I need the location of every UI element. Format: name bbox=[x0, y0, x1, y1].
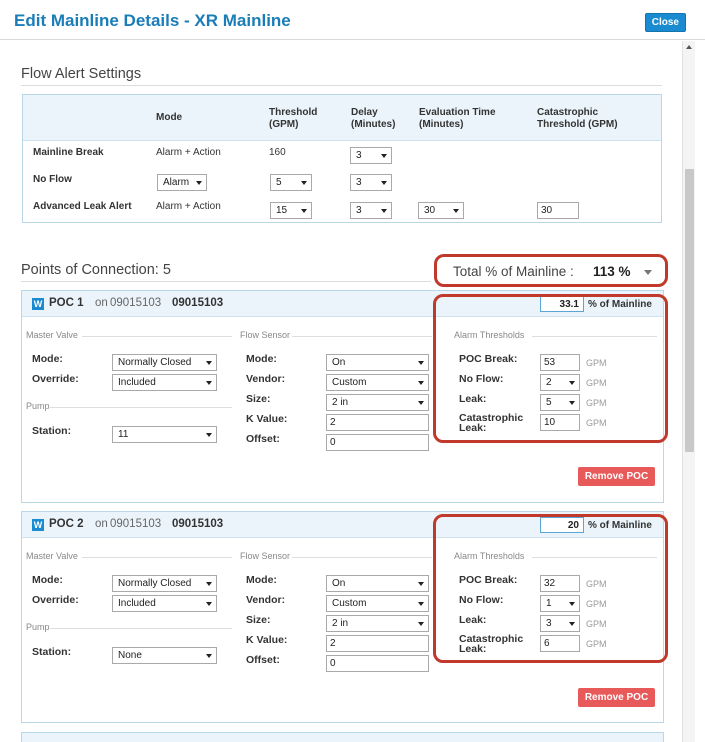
poc-2-catastrophic-unit: GPM bbox=[586, 639, 607, 649]
poc-2-controller-name: 09015103 bbox=[172, 518, 224, 530]
chevron-down-icon bbox=[418, 381, 424, 385]
poc-1-kvalue-label: K Value: bbox=[246, 413, 288, 425]
poc-1-cat-line1: Catastrophic bbox=[459, 412, 524, 424]
mainline-break-threshold: 160 bbox=[269, 147, 286, 158]
poc-1-kvalue-input[interactable]: 2 bbox=[326, 414, 429, 431]
poc-2-on-label: on bbox=[95, 518, 108, 530]
dialog-titlebar bbox=[0, 0, 705, 40]
advanced-leak-eval-value: 30 bbox=[424, 205, 436, 216]
poc-1-controller-id: 09015103 bbox=[110, 297, 162, 309]
no-flow-threshold-select[interactable] bbox=[270, 174, 312, 191]
advanced-leak-delay-select[interactable] bbox=[350, 202, 392, 219]
poc-1-vendor-value: Custom bbox=[332, 377, 367, 388]
poc-1-station-select[interactable] bbox=[112, 426, 217, 443]
poc-1-leak-value: 5 bbox=[546, 397, 552, 408]
col-threshold-line1: Threshold bbox=[269, 107, 318, 118]
poc-2-alarm-group: Alarm Thresholds bbox=[454, 551, 525, 561]
poc-2-mv-mode-label: Mode: bbox=[32, 574, 63, 586]
poc-1-size-select[interactable] bbox=[326, 394, 429, 411]
no-flow-threshold-value: 5 bbox=[276, 177, 282, 188]
poc-2-offset-label: Offset: bbox=[246, 654, 280, 666]
poc-2-poc-break-unit: GPM bbox=[586, 579, 607, 589]
poc-2-poc-break-input[interactable]: 32 bbox=[540, 575, 580, 592]
poc-2-override-label: Override: bbox=[32, 594, 79, 606]
poc-1-cat-line2: Leak: bbox=[459, 422, 487, 434]
poc-1-offset-label: Offset: bbox=[246, 433, 280, 445]
poc-2-override-select[interactable] bbox=[112, 595, 217, 612]
scroll-up-arrow-icon[interactable] bbox=[686, 45, 692, 49]
poc-1-poc-break-input[interactable]: 53 bbox=[540, 354, 580, 371]
close-button[interactable]: Close bbox=[645, 13, 686, 32]
row-label-advanced-leak: Advanced Leak Alert bbox=[33, 201, 132, 212]
poc-1-mv-mode-value: Normally Closed bbox=[118, 357, 192, 368]
poc-2-cat-line2: Leak: bbox=[459, 643, 487, 655]
col-delay bbox=[351, 107, 395, 131]
col-eval-line2: (Minutes) bbox=[419, 119, 464, 130]
poc-1-vendor-label: Vendor: bbox=[246, 373, 286, 385]
divider bbox=[292, 336, 432, 337]
vertical-scrollbar[interactable] bbox=[682, 41, 695, 742]
scrollbar-thumb[interactable] bbox=[685, 169, 694, 452]
divider bbox=[82, 557, 232, 558]
dialog-title: Edit Mainline Details - XR Mainline bbox=[14, 11, 291, 30]
poc-1-no-flow-unit: GPM bbox=[586, 378, 607, 388]
flow-alert-heading: Flow Alert Settings bbox=[21, 66, 142, 82]
poc-2-name: POC 2 bbox=[49, 518, 84, 530]
chevron-down-icon bbox=[418, 401, 424, 405]
chevron-down-icon bbox=[206, 433, 212, 437]
poc-1-flow-sensor-group: Flow Sensor bbox=[240, 330, 291, 340]
poc-1-mv-mode-select[interactable] bbox=[112, 354, 217, 371]
mainline-break-delay-select[interactable] bbox=[350, 147, 392, 164]
chevron-down-icon bbox=[453, 209, 459, 213]
col-cat-line2: Threshold (GPM) bbox=[537, 119, 618, 130]
poc-1-station-value: 11 bbox=[118, 429, 129, 440]
no-flow-mode-select[interactable] bbox=[157, 174, 207, 191]
poc-2-no-flow-label: No Flow: bbox=[459, 594, 504, 606]
poc-1-alarm-group: Alarm Thresholds bbox=[454, 330, 525, 340]
poc-1-size-value: 2 in bbox=[332, 397, 349, 408]
poc-1-controller-name: 09015103 bbox=[172, 297, 224, 309]
poc-2-kvalue-label: K Value: bbox=[246, 634, 288, 646]
poc-panel-3-edge bbox=[21, 732, 664, 742]
col-delay-line1: Delay bbox=[351, 107, 378, 118]
flow-alert-table bbox=[22, 94, 662, 223]
row-label-no-flow: No Flow bbox=[33, 174, 72, 185]
poc-1-fs-mode-label: Mode: bbox=[246, 353, 277, 365]
chevron-down-icon bbox=[418, 622, 424, 626]
poc-2-pct-input[interactable]: 20 bbox=[540, 517, 584, 533]
poc-1-override-select[interactable] bbox=[112, 374, 217, 391]
highlight-poc-1-alarms bbox=[433, 294, 668, 443]
poc-2-flow-sensor-group: Flow Sensor bbox=[240, 551, 291, 561]
poc-1-master-valve-group: Master Valve bbox=[26, 330, 78, 340]
poc-2-master-valve-group: Master Valve bbox=[26, 551, 78, 561]
poc-2-no-flow-value: 1 bbox=[546, 598, 552, 609]
total-pct-value: 113 % bbox=[593, 264, 631, 279]
poc-1-vendor-select[interactable] bbox=[326, 374, 429, 391]
chevron-down-icon bbox=[206, 582, 212, 586]
poc-2-station-value: None bbox=[118, 650, 142, 661]
advanced-leak-eval-select[interactable] bbox=[418, 202, 464, 219]
col-eval-line1: Evaluation Time bbox=[419, 107, 496, 118]
poc-1-poc-break-unit: GPM bbox=[586, 358, 607, 368]
water-badge-icon: W bbox=[33, 520, 43, 530]
poc-2-catastrophic-input[interactable]: 6 bbox=[540, 635, 580, 652]
col-cat-line1: Catastrophic bbox=[537, 107, 599, 118]
poc-1-catastrophic-unit: GPM bbox=[586, 418, 607, 428]
advanced-leak-threshold-value: 15 bbox=[276, 205, 288, 216]
chevron-down-icon bbox=[381, 209, 387, 213]
chevron-down-icon bbox=[418, 361, 424, 365]
poc-heading: Points of Connection: 5 bbox=[21, 262, 171, 278]
col-mode: Mode bbox=[156, 112, 183, 123]
poc-divider bbox=[21, 281, 431, 282]
poc-1-pct-label: % of Mainline bbox=[588, 299, 652, 310]
poc-2-remove-button[interactable]: Remove POC bbox=[578, 688, 655, 707]
col-delay-line2: (Minutes) bbox=[351, 119, 396, 130]
col-threshold-line2: (GPM) bbox=[269, 119, 299, 130]
divider bbox=[292, 557, 432, 558]
poc-2-offset-input[interactable]: 0 bbox=[326, 655, 429, 672]
no-flow-delay-value: 3 bbox=[356, 177, 362, 188]
poc-2-size-value: 2 in bbox=[332, 618, 349, 629]
poc-1-mv-mode-label: Mode: bbox=[32, 353, 63, 365]
poc-2-fs-mode-value: On bbox=[332, 578, 346, 589]
poc-1-name: POC 1 bbox=[49, 297, 84, 309]
poc-1-fs-mode-value: On bbox=[332, 357, 346, 368]
poc-2-leak-unit: GPM bbox=[586, 619, 607, 629]
chevron-down-icon bbox=[381, 181, 387, 185]
water-badge-icon: W bbox=[33, 299, 43, 309]
col-catastrophic bbox=[537, 107, 618, 131]
poc-2-vendor-value: Custom bbox=[332, 598, 367, 609]
divider bbox=[82, 336, 232, 337]
highlight-total-pct bbox=[434, 254, 668, 287]
poc-1-no-flow-value: 2 bbox=[546, 377, 552, 388]
mainline-break-delay-value: 3 bbox=[356, 150, 362, 161]
poc-2-vendor-select[interactable] bbox=[326, 595, 429, 612]
chevron-down-icon bbox=[206, 602, 212, 606]
poc-2-fs-mode-select[interactable] bbox=[326, 575, 429, 592]
poc-1-size-label: Size: bbox=[246, 393, 271, 405]
poc-1-override-label: Override: bbox=[32, 373, 79, 385]
col-eval-time bbox=[419, 107, 496, 131]
chevron-down-icon bbox=[206, 654, 212, 658]
poc-1-station-label: Station: bbox=[32, 425, 72, 437]
chevron-down-icon bbox=[381, 154, 387, 158]
poc-2-leak-value: 3 bbox=[546, 618, 552, 629]
mainline-break-mode: Alarm + Action bbox=[156, 147, 221, 158]
chevron-down-icon bbox=[196, 181, 202, 185]
poc-1-leak-label: Leak: bbox=[459, 393, 487, 405]
poc-2-pump-group: Pump bbox=[26, 622, 50, 632]
poc-2-pct-label: % of Mainline bbox=[588, 520, 652, 531]
flow-alert-table-header bbox=[23, 95, 661, 141]
poc-1-no-flow-label: No Flow: bbox=[459, 373, 504, 385]
poc-2-controller-id: 09015103 bbox=[110, 518, 162, 530]
poc-2-station-select[interactable] bbox=[112, 647, 217, 664]
no-flow-delay-select[interactable] bbox=[350, 174, 392, 191]
advanced-leak-mode: Alarm + Action bbox=[156, 201, 221, 212]
poc-1-catastrophic-input[interactable]: 10 bbox=[540, 414, 580, 431]
poc-2-leak-label: Leak: bbox=[459, 614, 487, 626]
chevron-down-icon bbox=[301, 209, 307, 213]
poc-2-override-value: Included bbox=[118, 598, 156, 609]
poc-2-fs-mode-label: Mode: bbox=[246, 574, 277, 586]
chevron-down-icon bbox=[206, 361, 212, 365]
poc-1-override-value: Included bbox=[118, 377, 156, 388]
poc-2-mv-mode-value: Normally Closed bbox=[118, 578, 192, 589]
advanced-leak-threshold-select[interactable] bbox=[270, 202, 312, 219]
highlight-poc-2-alarms bbox=[433, 514, 668, 663]
chevron-down-icon bbox=[418, 602, 424, 606]
flow-alert-divider bbox=[21, 85, 662, 86]
poc-2-size-select[interactable] bbox=[326, 615, 429, 632]
poc-1-pump-group: Pump bbox=[26, 401, 50, 411]
poc-2-no-flow-unit: GPM bbox=[586, 599, 607, 609]
poc-1-pct-input[interactable]: 33.1 bbox=[540, 296, 584, 312]
total-pct-label: Total % of Mainline : bbox=[453, 264, 574, 279]
poc-2-kvalue-input[interactable]: 2 bbox=[326, 635, 429, 652]
poc-2-station-label: Station: bbox=[32, 646, 72, 658]
poc-1-offset-input[interactable]: 0 bbox=[326, 434, 429, 451]
row-label-mainline-break: Mainline Break bbox=[33, 147, 104, 158]
chevron-down-icon bbox=[206, 381, 212, 385]
advanced-leak-delay-value: 3 bbox=[356, 205, 362, 216]
poc-2-size-label: Size: bbox=[246, 614, 271, 626]
poc-2-vendor-label: Vendor: bbox=[246, 594, 286, 606]
no-flow-mode-value: Alarm bbox=[163, 177, 190, 188]
col-threshold bbox=[269, 107, 317, 131]
poc-2-mv-mode-select[interactable] bbox=[112, 575, 217, 592]
poc-2-poc-break-label: POC Break: bbox=[459, 574, 518, 586]
divider bbox=[50, 407, 232, 408]
divider bbox=[50, 628, 232, 629]
poc-1-remove-button[interactable]: Remove POC bbox=[578, 467, 655, 486]
chevron-down-icon bbox=[301, 181, 307, 185]
poc-1-fs-mode-select[interactable] bbox=[326, 354, 429, 371]
poc-1-on-label: on bbox=[95, 297, 108, 309]
poc-2-cat-line1: Catastrophic bbox=[459, 633, 524, 645]
poc-1-leak-unit: GPM bbox=[586, 398, 607, 408]
chevron-down-icon bbox=[418, 582, 424, 586]
poc-1-poc-break-label: POC Break: bbox=[459, 353, 518, 365]
advanced-leak-catastrophic-input[interactable]: 30 bbox=[537, 202, 579, 219]
